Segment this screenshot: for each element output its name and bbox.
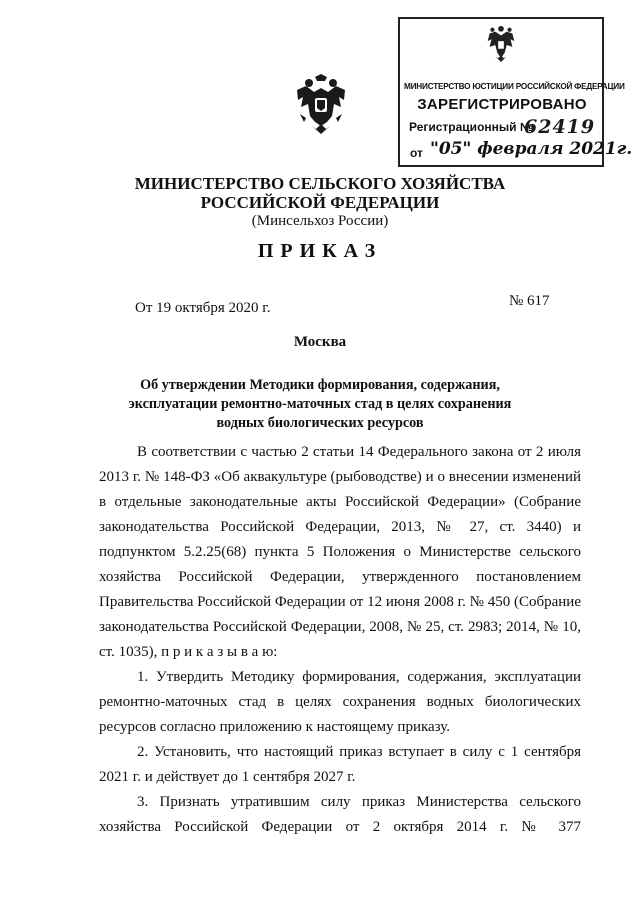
coat-of-arms-icon (482, 24, 520, 64)
order-number: № 617 (509, 293, 550, 309)
order-body (99, 440, 581, 840)
order-subject (0, 376, 640, 433)
stamp-reg-number: 62419 (524, 116, 596, 138)
stamp-ministry: МИНИСТЕРСТВО ЮСТИЦИИ РОССИЙСКОЙ ФЕДЕРАЦИИ (404, 82, 625, 91)
item-3-paragraph: 3. Признать утратившим силу приказ Министерства сельского хозяйства Российской Федерации от 2 октября 2014 г. № 377 (99, 794, 581, 835)
double-headed-eagle-icon (294, 74, 348, 136)
ministry-name-line2: РОССИЙСКОЙ ФЕДЕРАЦИИ (200, 193, 440, 212)
order-city: Москва (293, 334, 347, 350)
preamble-paragraph: В соответствии с частью 2 статьи 14 Федерального закона от 2 июля 2013 г. № 148-ФЗ «Об аквакультуре (рыбоводстве) и о внесении изменений в отдельные законодательные акты Российской Федерации» (Собрание законодательства Российской Федерации, 2013, № 27, ст. 3440) и подпунктом 5.2.25(68) пункта 5 Положения о Министерстве сельского хозяйства Российской Федерации, утвержденного постановлением Правительства Российской Федерации от 12 июня 2008 г. № 450 (Собрание законодательства Российской Федерации, 2008, № 25, ст. 2983; 2014, № 10, ст. 1035), п р и к а з ы в а ю: (99, 444, 581, 660)
stamp-reg-label: Регистрационный № (409, 120, 534, 134)
item-2-paragraph: 2. Установить, что настоящий приказ вступает в силу с 1 сентября 2021 г. и действует до 1 сентября 2027 г. (99, 744, 581, 785)
order-title: ПРИКАЗ (257, 240, 383, 262)
ministry-name-line1: МИНИСТЕРСТВО СЕЛЬСКОГО ХОЗЯЙСТВА (134, 174, 506, 193)
order-date: От 19 октября 2020 г. (135, 300, 271, 316)
subject-line1: Об утверждении Методики формирования, содержания, (140, 377, 500, 393)
ministry-short-name: (Минсельхоз России) (251, 213, 389, 229)
subject-line3: водных биологических ресурсов (216, 415, 424, 431)
item-1-paragraph: 1. Утвердить Методику формирования, содержания, эксплуатации ремонтно-маточных стад в целях сохранения водных биологических ресурсов согласно приложению к настоящему приказу. (99, 669, 581, 735)
stamp-date-prefix: от (410, 146, 423, 160)
stamp-date-value: "05" февраля 2021г. (430, 139, 633, 159)
stamp-registered: ЗАРЕГИСТРИРОВАНО (417, 96, 587, 113)
subject-line2: эксплуатации ремонтно-маточных стад в целях сохранения (128, 396, 512, 412)
registration-stamp (398, 17, 633, 167)
